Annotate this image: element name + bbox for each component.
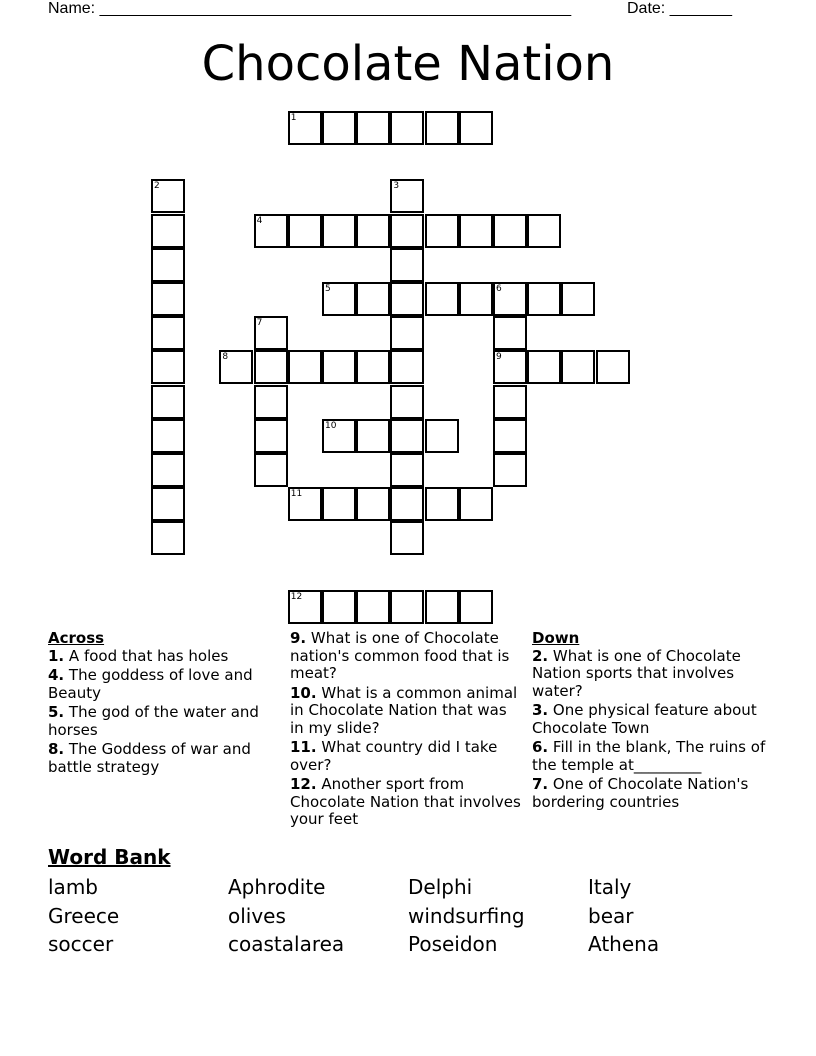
word-bank-item: lamb: [48, 875, 98, 899]
clue-across-5: 5. The god of the water and horses: [48, 703, 259, 739]
clue-down-2: 2. What is one of Chocolate Nation sports that involves water?: [532, 646, 741, 700]
clue-down-6: 6. Fill in the blank, The ruins of the temple at_________: [532, 738, 766, 774]
crossword-cell[interactable]: [561, 282, 595, 316]
crossword-cell[interactable]: [493, 214, 527, 248]
clue-down-7: 7. One of Chocolate Nation's bordering countries: [532, 775, 749, 811]
crossword-cell[interactable]: [561, 350, 595, 384]
crossword-cell[interactable]: [356, 214, 390, 248]
crossword-cell[interactable]: [288, 111, 322, 145]
crossword-cell[interactable]: [288, 590, 322, 624]
word-bank-item: windsurfing: [408, 903, 525, 928]
clues-column-3: [532, 630, 767, 813]
crossword-cell[interactable]: [493, 316, 527, 350]
clue-number: 4: [256, 215, 263, 226]
crossword-cell[interactable]: [254, 385, 288, 419]
clue-number: 3: [393, 181, 400, 192]
clue-number: 7: [256, 318, 263, 329]
crossword-cell[interactable]: [322, 419, 356, 453]
clue-across-4: 4. The goddess of love and Beauty: [48, 666, 253, 702]
clue-across-10: 10. What is a common animal in Chocolate Nation that was in my slide?: [290, 683, 518, 737]
clues-column-2: [290, 630, 522, 831]
crossword-cell[interactable]: [322, 350, 356, 384]
word-bank-item: Delphi: [408, 875, 473, 899]
crossword-cell[interactable]: [356, 111, 390, 145]
crossword-cell[interactable]: [527, 214, 561, 248]
crossword-cell[interactable]: [390, 350, 424, 384]
crossword-cell[interactable]: [322, 111, 356, 145]
crossword-cell[interactable]: [493, 419, 527, 453]
word-bank-item: bear: [588, 903, 634, 928]
crossword-cell[interactable]: [390, 385, 424, 419]
crossword-cell[interactable]: [390, 419, 424, 453]
crossword-cell[interactable]: [459, 111, 493, 145]
name-field[interactable]: Name: _____________________________________________________: [48, 0, 572, 17]
crossword-cell[interactable]: [151, 487, 185, 521]
crossword-cell[interactable]: [254, 419, 288, 453]
page-title: Chocolate Nation: [201, 36, 615, 92]
crossword-cell[interactable]: [425, 590, 459, 624]
word-bank-item: Athena: [588, 932, 660, 956]
crossword-cell[interactable]: [151, 282, 185, 316]
crossword-cell[interactable]: [151, 453, 185, 487]
crossword-cell[interactable]: [254, 316, 288, 350]
crossword-cell[interactable]: [151, 214, 185, 248]
crossword-cell[interactable]: [493, 453, 527, 487]
crossword-cell[interactable]: [390, 214, 424, 248]
crossword-cell[interactable]: [219, 350, 253, 384]
word-bank-item: coastalarea: [228, 932, 345, 956]
clue-across-8: 8. The Goddess of war and battle strategy: [48, 740, 251, 776]
clue-across-1: 1. A food that has holes: [48, 646, 229, 665]
crossword-cell[interactable]: [356, 419, 390, 453]
crossword-cell[interactable]: [425, 111, 459, 145]
crossword-cell[interactable]: [459, 487, 493, 521]
word-bank-item: Poseidon: [408, 932, 498, 956]
crossword-cell[interactable]: [596, 350, 630, 384]
word-bank-item: Aphrodite: [228, 875, 326, 899]
crossword-cell[interactable]: [425, 214, 459, 248]
crossword-cell[interactable]: [390, 179, 424, 213]
crossword-cell[interactable]: [356, 282, 390, 316]
crossword-cell[interactable]: [459, 282, 493, 316]
word-bank: [48, 873, 768, 959]
crossword-cell[interactable]: [151, 316, 185, 350]
clue-number: 5: [325, 284, 331, 294]
crossword-cell[interactable]: [151, 248, 185, 282]
crossword-cell[interactable]: [390, 590, 424, 624]
clue-across-11: 11. What country did I take over?: [290, 738, 498, 774]
word-bank-title: Word Bank: [48, 845, 171, 869]
crossword-cell[interactable]: [151, 419, 185, 453]
crossword-cell[interactable]: [254, 350, 288, 384]
crossword-cell[interactable]: [356, 590, 390, 624]
crossword-cell[interactable]: [459, 214, 493, 248]
down-heading: Down: [532, 629, 580, 647]
crossword-cell[interactable]: [254, 214, 288, 248]
crossword-cell[interactable]: [493, 282, 527, 316]
crossword-cell[interactable]: [151, 350, 185, 384]
clue-number: 12: [290, 591, 303, 602]
clue-number: 11: [290, 489, 303, 500]
crossword-cell[interactable]: [322, 590, 356, 624]
crossword-cell[interactable]: [151, 385, 185, 419]
crossword-cell[interactable]: [493, 350, 527, 384]
crossword-cell[interactable]: [151, 521, 185, 555]
crossword-cell[interactable]: [322, 487, 356, 521]
word-bank-item: Italy: [588, 875, 632, 899]
clue-down-3: 3. One physical feature about Chocolate Town: [532, 701, 757, 737]
clue-number: 9: [496, 352, 502, 363]
crossword-cell[interactable]: [390, 453, 424, 487]
crossword-cell[interactable]: [425, 487, 459, 521]
crossword-cell[interactable]: [356, 487, 390, 521]
crossword-cell[interactable]: [322, 214, 356, 248]
crossword-cell[interactable]: [459, 590, 493, 624]
date-field[interactable]: Date: _______: [627, 0, 732, 17]
crossword-cell[interactable]: [151, 179, 185, 213]
clue-number: 6: [496, 284, 502, 294]
crossword-cell[interactable]: [390, 248, 424, 282]
clue-number: 10: [325, 420, 337, 431]
crossword-cell[interactable]: [425, 419, 459, 453]
crossword-cell[interactable]: [390, 316, 424, 350]
word-bank-item: Greece: [48, 903, 120, 928]
crossword-cell[interactable]: [254, 453, 288, 487]
word-bank-item: soccer: [48, 932, 114, 956]
clue-number: 2: [154, 181, 160, 192]
word-bank-item: olives: [228, 903, 286, 928]
crossword-cell[interactable]: [288, 214, 322, 248]
across-heading: Across: [48, 629, 105, 647]
crossword-cell[interactable]: [322, 282, 356, 316]
clues-column-1: [48, 630, 273, 778]
clue-across-12: 12. Another sport from Chocolate Nation that involves your feet: [290, 775, 521, 828]
crossword-cell[interactable]: [527, 350, 561, 384]
crossword-cell[interactable]: [288, 487, 322, 521]
crossword-cell[interactable]: [356, 350, 390, 384]
crossword-cell[interactable]: [425, 282, 459, 316]
clue-number: 1: [290, 113, 297, 123]
crossword-cell[interactable]: [527, 282, 561, 316]
crossword-cell[interactable]: [390, 111, 424, 145]
clue-number: 8: [222, 352, 229, 363]
crossword-cell[interactable]: [390, 487, 424, 521]
crossword-cell[interactable]: [390, 282, 424, 316]
crossword-cell[interactable]: [288, 350, 322, 384]
clue-across-9: 9. What is one of Chocolate nation's common food that is meat?: [290, 629, 510, 682]
crossword-cell[interactable]: [390, 521, 424, 555]
crossword-cell[interactable]: [493, 385, 527, 419]
